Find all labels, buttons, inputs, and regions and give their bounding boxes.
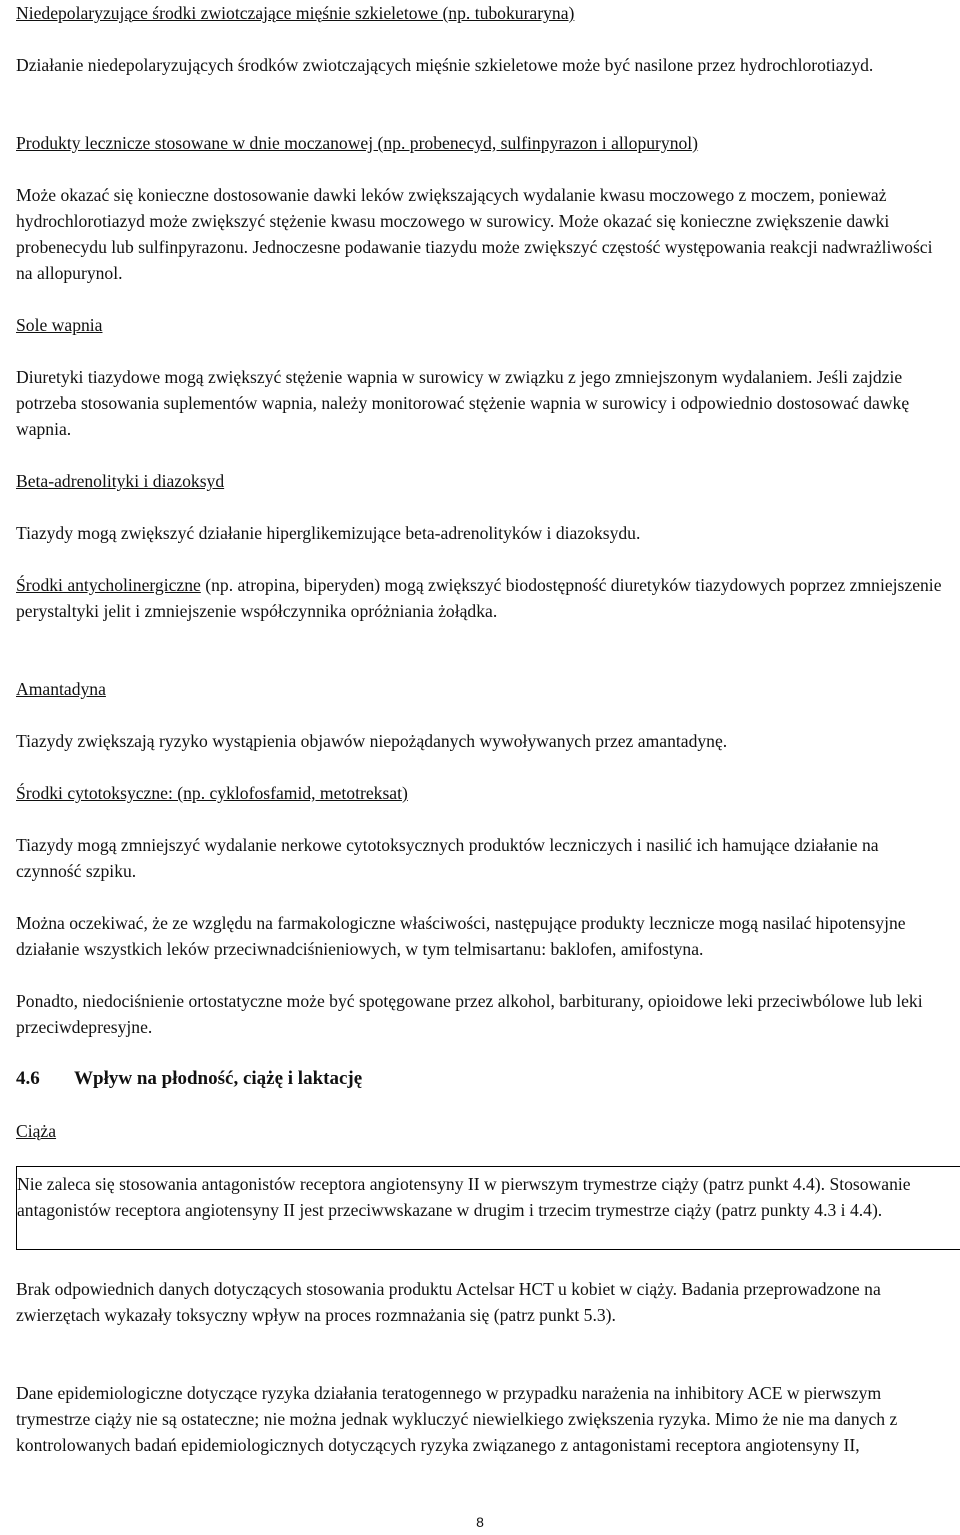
paragraph-beta-blockers: Tiazydy mogą zwiększyć działanie hiperglikemizujące beta-adrenolityków i diazoksydu. xyxy=(16,523,641,543)
paragraph-amantadine: Tiazydy zwiększają ryzyko wystąpienia objawów niepożądanych wywoływanych przez amantadynę. xyxy=(16,731,728,751)
paragraph-nondepolarizing: Działanie niedepolaryzujących środków zwiotczających mięśnie szkieletowe może być nasilone przez hydrochlorotiazyd. xyxy=(16,55,874,75)
paragraph-gout-drugs: Może okazać się konieczne dostosowanie dawki leków zwiększających wydalanie kwasu moczowego z moczem, ponieważ hydrochlorotiazyd może zwiększyć stężenie kwasu moczowego w surowicy. Może okazać się konieczne zwiększenie dawki probenecydu lub sulfinpyrazonu. Jednoczesne podawanie tiazydu może zwiększyć częstość występowania reakcji nadwrażliwości na allopurynol. xyxy=(16,185,933,283)
paragraph-anticholinergics-text: (np. atropina, biperyden) mogą zwiększyć biodostępność diuretyków tiazydowych poprzez zmniejszenie perystaltyki jelit i zmniejszenie współczynnika opróżniania żołądka. xyxy=(16,575,942,621)
section-heading-beta-blockers: Beta-adrenolityki i diazoksyd xyxy=(16,471,225,491)
paragraph-cytotoxic: Tiazydy mogą zmniejszyć wydalanie nerkowe cytotoksycznych produktów leczniczych i nasilić ich hamujące działanie na czynność szpiku. xyxy=(16,835,879,881)
paragraph-no-data: Brak odpowiednich danych dotyczących stosowania produktu Actelsar HCT u kobiet w ciąży. Badania przeprowadzone na zwierzętach wykazały toksyczny wpływ na proces rozmnażania się (patrz punkt 5.3). xyxy=(16,1279,881,1325)
section-heading-calcium-salts: Sole wapnia xyxy=(16,315,103,335)
section-heading-pregnancy: Ciąża xyxy=(16,1121,57,1141)
section-heading-amantadine: Amantadyna xyxy=(16,679,106,699)
section-heading-anticholinergics: Środki antycholinergiczne xyxy=(16,575,201,595)
paragraph-orthostatic: Ponadto, niedociśnienie ortostatyczne może być spotęgowane przez alkohol, barbiturany, opioidowe leki przeciwbólowe lub leki przeciwdepresyjne. xyxy=(16,991,923,1037)
section-heading-cytotoxic: Środki cytotoksyczne: (np. cyklofosfamid, metotreksat) xyxy=(16,783,408,803)
paragraph-hypotensive: Można oczekiwać, że ze względu na farmakologiczne właściwości, następujące produkty lecznicze mogą nasilać hipotensyjne działanie wszystkich leków przeciwnadciśnieniowych, w tym telmisartanu: baklofen, amifostyna. xyxy=(16,913,906,959)
boxed-warning xyxy=(16,1166,960,1250)
section-number: 4.6 xyxy=(16,1068,40,1089)
section-title: Wpływ na płodność, ciążę i laktację xyxy=(74,1068,363,1089)
section-heading-nondepolarizing: Niedepolaryzujące środki zwiotczające mięśnie szkieletowe (np. tubokuraryna) xyxy=(16,3,575,23)
boxed-warning-text: Nie zaleca się stosowania antagonistów receptora angiotensyny II w pierwszym trymestrze ciąży (patrz punkt 4.4). Stosowanie antagonistów receptora angiotensyny II jest przeciwwskazane w drugim i trzecim trymestrze ciąży (patrz punkty 4.3 i 4.4). xyxy=(17,1174,911,1220)
paragraph-calcium-salts: Diuretyki tiazydowe mogą zwiększyć stężenie wapnia w surowicy w związku z jego zmniejszonym wydalaniem. Jeśli zajdzie potrzeba stosowania suplementów wapnia, należy monitorować stężenie wapnia w surowicy i odpowiednio dostosować dawkę wapnia. xyxy=(16,367,910,439)
paragraph-epidemiological: Dane epidemiologiczne dotyczące ryzyka działania teratogennego w przypadku narażenia na inhibitory ACE w pierwszym trymestrze ciąży nie są ostateczne; nie można jednak wykluczyć niewielkiego zwiększenia ryzyka. Mimo że nie ma danych z kontrolowanych badań epidemiologicznych dotyczących ryzyka związanego z antagonistami receptora angiotensyny II, xyxy=(16,1383,898,1455)
section-heading-4-6 xyxy=(16,1066,944,1092)
section-heading-gout-drugs: Produkty lecznicze stosowane w dnie moczanowej (np. probenecyd, sulfinpyrazon i allopurynol) xyxy=(16,133,699,153)
page-number: 8 xyxy=(476,1514,484,1530)
paragraph-anticholinergics xyxy=(16,572,944,624)
